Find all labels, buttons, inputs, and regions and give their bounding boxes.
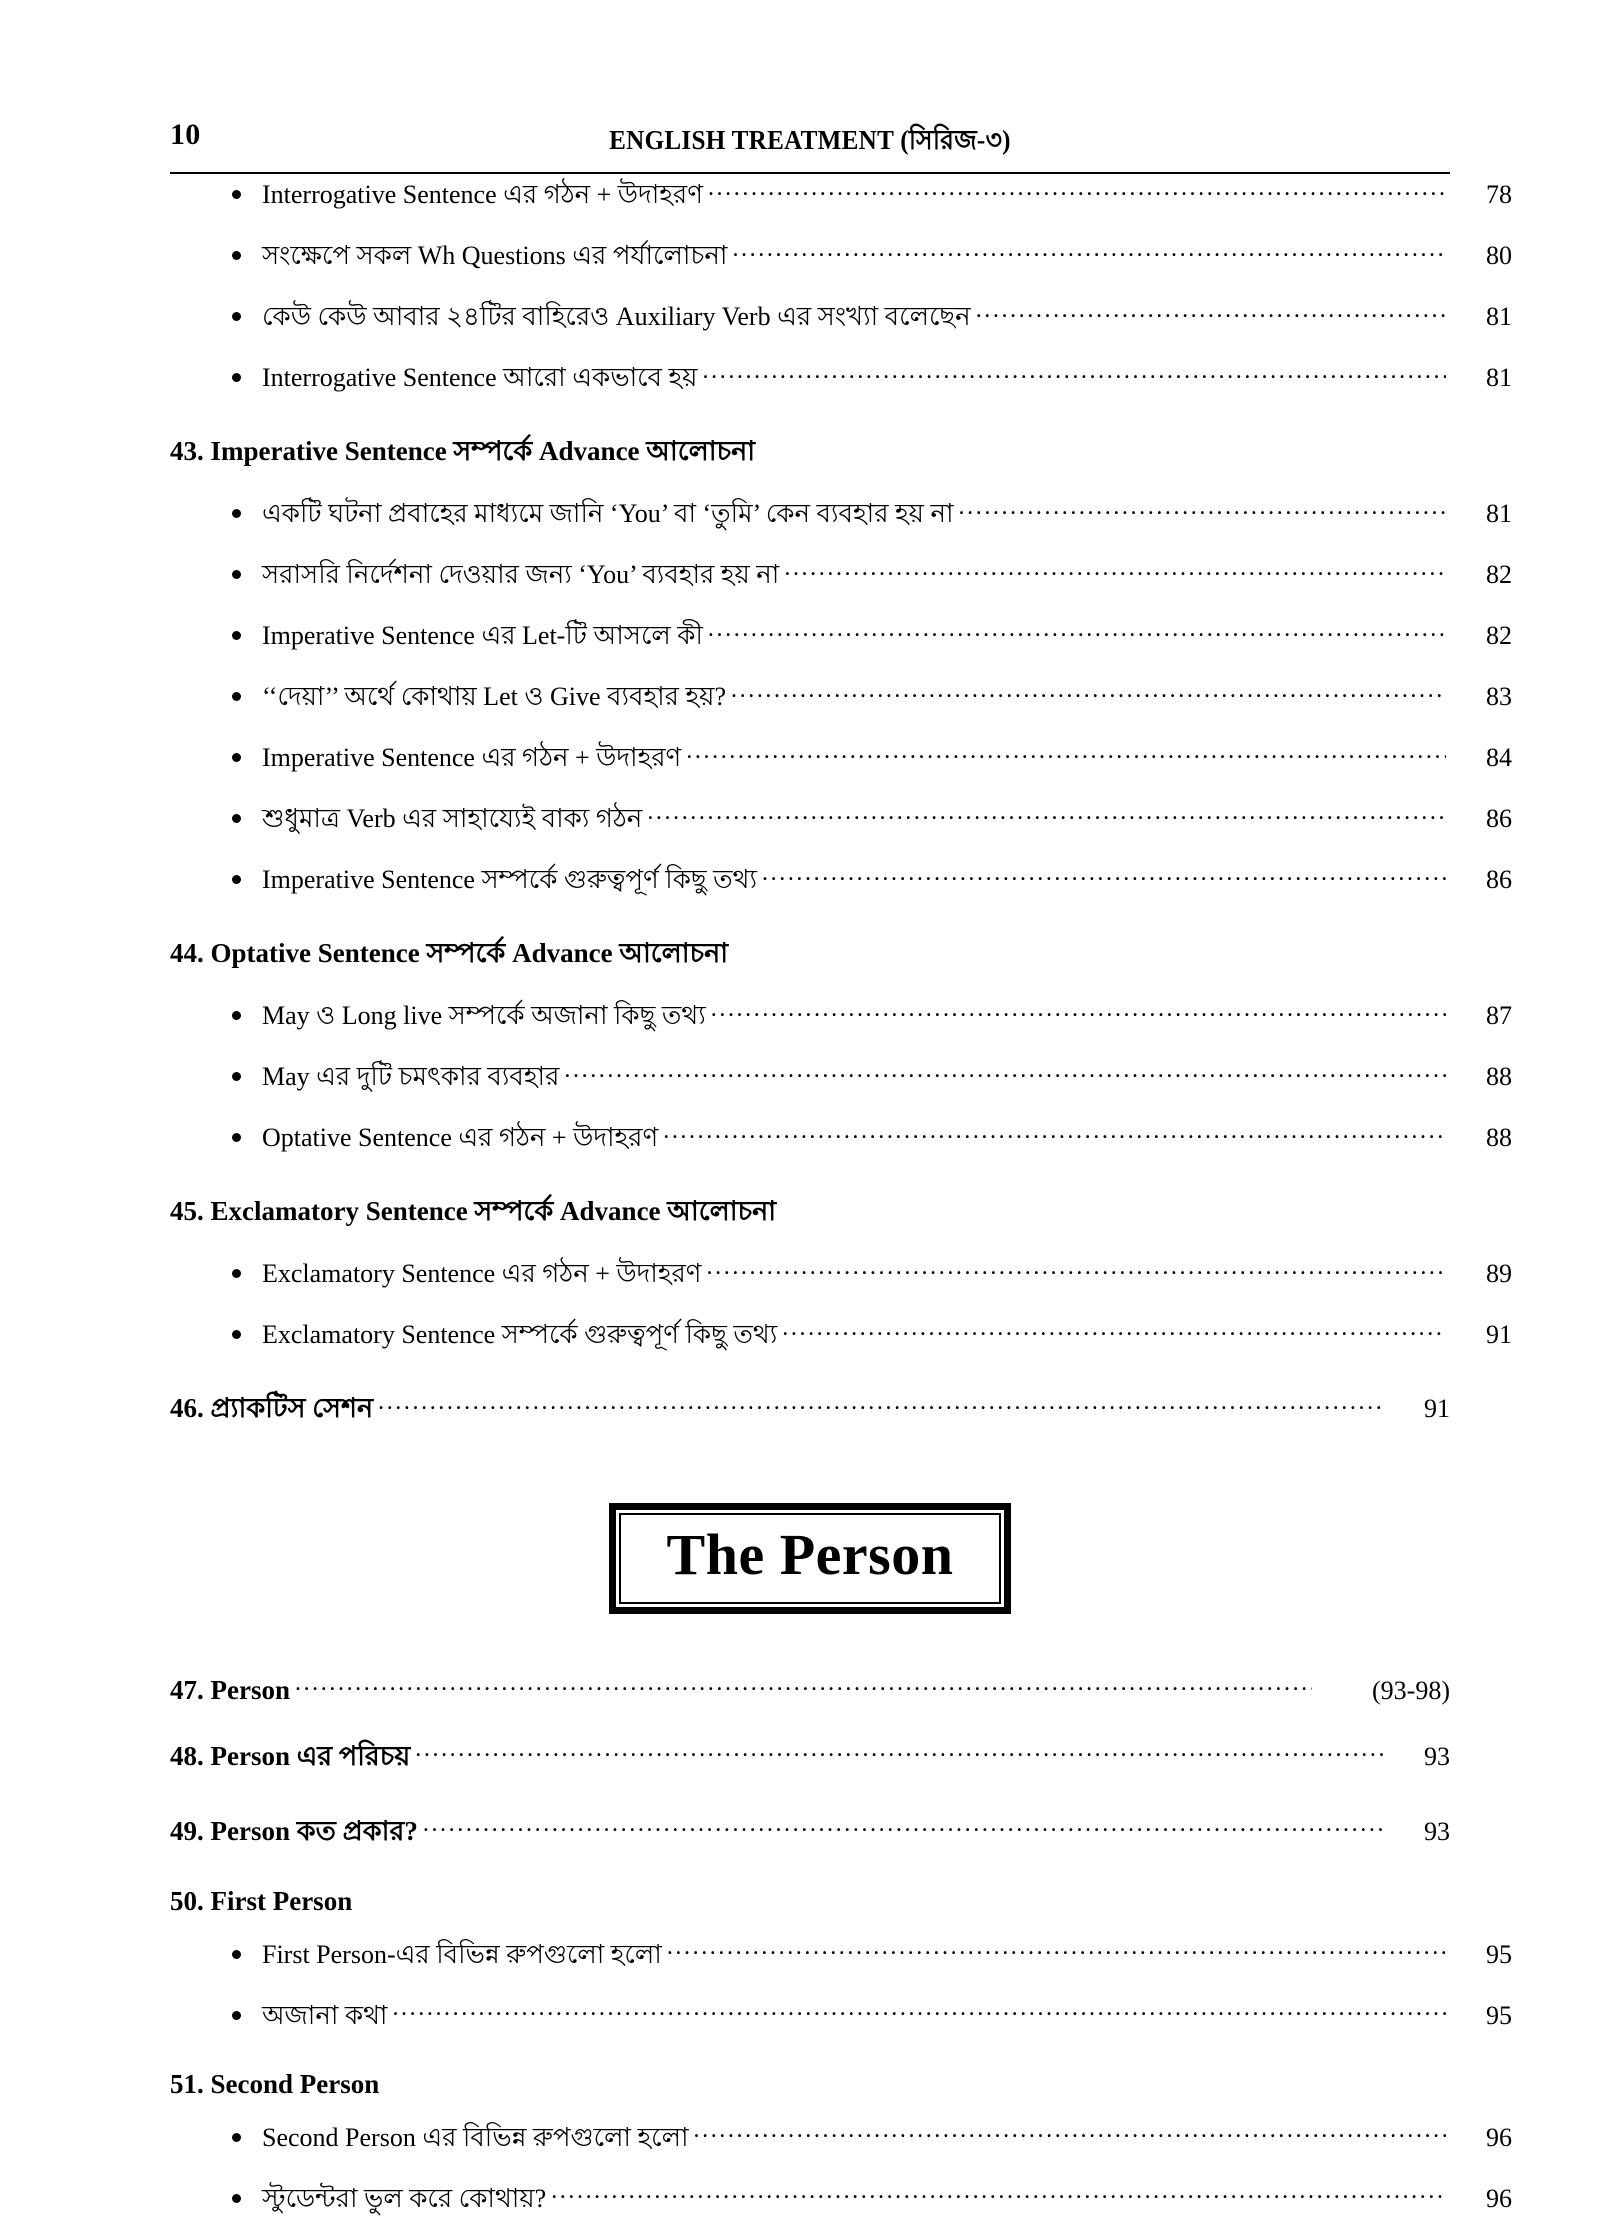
toc-bullet-entry[interactable] xyxy=(170,2178,1512,2222)
bullet-dot-icon xyxy=(232,2187,262,2207)
bullet-dot-icon xyxy=(232,868,262,888)
toc-bullet-entry[interactable] xyxy=(170,296,1512,340)
toc-section-entry[interactable] xyxy=(170,933,1450,978)
toc-bullet-entry[interactable] xyxy=(170,357,1512,401)
toc-bullet-entry[interactable] xyxy=(170,798,1512,842)
toc-entry-label: 50. First Person xyxy=(170,1885,353,1916)
toc-section-entry[interactable] xyxy=(170,1736,1450,1781)
toc-leader-dots xyxy=(423,1813,1384,1840)
toc-entry-page-number: 81 xyxy=(1486,499,1512,528)
running-head-title: ENGLISH TREATMENT (সিরিজ-৩) xyxy=(609,125,1011,155)
toc-entry-label: 44. Optative Sentence সম্পর্কে Advance আলোচনা xyxy=(170,938,729,968)
toc-leader-dots xyxy=(647,801,1446,827)
toc-entry-page-number: (93-98) xyxy=(1372,1675,1450,1705)
toc-entry-label: Exclamatory Sentence সম্পর্কে গুরুত্বপূর্ণ কিছু তথ্য xyxy=(262,1320,778,1349)
toc-section-entry[interactable] xyxy=(170,1886,1450,1917)
toc-entry-page-number: 91 xyxy=(1486,1320,1512,1349)
toc-entry-page-number: 91 xyxy=(1424,1394,1450,1423)
toc-entry-label: May ও Long live সম্পর্কে অজানা কিছু তথ্য xyxy=(262,1001,706,1030)
toc-leader-dots xyxy=(551,2181,1446,2207)
toc-entry-label: Imperative Sentence এর গঠন + উদাহরণ xyxy=(262,743,682,772)
toc-bullet-entry[interactable] xyxy=(170,554,1512,598)
toc-entry-page-number: 81 xyxy=(1486,363,1512,392)
toc-entry-page-number: 96 xyxy=(1486,2122,1512,2152)
page-number-folio: 10 xyxy=(170,118,201,151)
toc-entry-label: Exclamatory Sentence এর গঠন + উদাহরণ xyxy=(262,1259,702,1288)
toc-entry-page-number: 83 xyxy=(1486,682,1512,711)
toc-entry-label: সরাসরি নির্দেশনা দেওয়ার জন্য ‘You’ ব্যবহার হয় না xyxy=(262,560,780,589)
toc-entry-page-number: 88 xyxy=(1486,1123,1512,1152)
toc-entry-label: Second Person এর বিভিন্ন রুপগুলো হলো xyxy=(262,2122,689,2152)
toc-list-upper xyxy=(170,174,1512,1433)
toc-bullet-entry[interactable] xyxy=(170,1995,1512,2039)
toc-entry-label: May এর দুটি চমৎকার ব্যবহার xyxy=(262,1062,560,1091)
toc-entry-page-number: 87 xyxy=(1486,1001,1512,1030)
toc-list-lower xyxy=(170,1672,1512,2222)
toc-bullet-entry[interactable] xyxy=(170,235,1512,279)
toc-section-entry[interactable] xyxy=(170,1811,1450,1856)
toc-leader-dots xyxy=(784,557,1446,583)
page-header xyxy=(170,120,1450,166)
toc-leader-dots xyxy=(762,862,1446,888)
toc-entry-label: একটি ঘটনা প্রবাহের মাধ্যমে জানি ‘You’ বা ‘তুমি’ কেন ব্যবহার হয় না xyxy=(262,499,954,528)
toc-entry-label: Imperative Sentence সম্পর্কে গুরুত্বপূর্ণ কিছু তথ্য xyxy=(262,865,758,894)
toc-entry-label: অজানা কথা xyxy=(262,2000,388,2030)
toc-entry-page-number: 95 xyxy=(1486,1939,1512,1969)
toc-entry-label: 47. Person xyxy=(170,1674,290,1705)
toc-bullet-entry[interactable] xyxy=(170,995,1512,1039)
toc-bullet-entry[interactable] xyxy=(170,1314,1512,1358)
toc-leader-dots xyxy=(686,740,1446,766)
bullet-dot-icon xyxy=(232,2126,262,2146)
toc-leader-dots xyxy=(707,1256,1446,1282)
chapter-banner-outer-border xyxy=(609,1503,1012,1614)
toc-section-entry[interactable] xyxy=(170,1388,1450,1433)
toc-leader-dots xyxy=(667,1937,1446,1963)
toc-bullet-entry[interactable] xyxy=(170,1934,1512,1978)
toc-entry-page-number: 81 xyxy=(1486,302,1512,331)
toc-leader-dots xyxy=(694,2120,1447,2146)
toc-bullet-entry[interactable] xyxy=(170,174,1512,218)
toc-entry-label: ‘‘দেয়া’’ অর্থে কোথায় Let ও Give ব্যবহার হয়? xyxy=(262,682,727,711)
bullet-dot-icon xyxy=(232,1126,262,1146)
toc-leader-dots xyxy=(732,238,1446,264)
toc-leader-dots xyxy=(731,679,1446,705)
bullet-dot-icon xyxy=(232,1323,262,1343)
toc-entry-label: 49. Person কত প্রকার? xyxy=(170,1815,418,1846)
toc-entry-label: First Person-এর বিভিন্ন রুপগুলো হলো xyxy=(262,1939,662,1969)
toc-leader-dots xyxy=(295,1672,1312,1699)
toc-entry-page-number: 89 xyxy=(1486,1259,1512,1288)
bullet-dot-icon xyxy=(232,2004,262,2024)
toc-leader-dots xyxy=(976,299,1446,325)
bullet-dot-icon xyxy=(232,685,262,705)
toc-section-entry[interactable] xyxy=(170,2069,1450,2100)
toc-bullet-entry[interactable] xyxy=(170,2117,1512,2161)
toc-bullet-entry[interactable] xyxy=(170,676,1512,720)
bullet-dot-icon xyxy=(232,305,262,325)
toc-leader-dots xyxy=(782,1317,1446,1343)
toc-entry-label: কেউ কেউ আবার ২৪টির বাহিরেও Auxiliary Verb এর সংখ্যা বলেছেন xyxy=(262,302,971,331)
toc-entry-label: 45. Exclamatory Sentence সম্পর্কে Advance আলোচনা xyxy=(170,1196,777,1226)
bullet-dot-icon xyxy=(232,1943,262,1963)
toc-leader-dots xyxy=(703,360,1446,386)
toc-leader-dots xyxy=(392,1998,1446,2024)
bullet-dot-icon xyxy=(232,1262,262,1282)
toc-entry-label: স্টুডেন্টরা ভুল করে কোথায়? xyxy=(262,2183,547,2213)
bullet-dot-icon xyxy=(232,746,262,766)
toc-entry-label: Interrogative Sentence আরো একভাবে হয় xyxy=(262,363,698,392)
toc-entry-page-number: 86 xyxy=(1486,804,1512,833)
toc-entry-label: 46. প্র্যাকটিস সেশন xyxy=(170,1393,374,1423)
toc-entry-page-number: 93 xyxy=(1424,1741,1450,1771)
toc-bullet-entry[interactable] xyxy=(170,1253,1512,1297)
toc-bullet-entry[interactable] xyxy=(170,615,1512,659)
bullet-dot-icon xyxy=(232,807,262,827)
toc-entry-page-number: 82 xyxy=(1486,560,1512,589)
bullet-dot-icon xyxy=(232,244,262,264)
toc-entry-label: সংক্ষেপে সকল Wh Questions এর পর্যালোচনা xyxy=(262,241,728,270)
bullet-dot-icon xyxy=(232,624,262,644)
chapter-banner-title: The Person xyxy=(666,1522,954,1587)
toc-entry-label: 43. Imperative Sentence সম্পর্কে Advance আলোচনা xyxy=(170,436,756,466)
toc-entry-page-number: 84 xyxy=(1486,743,1512,772)
toc-section-entry[interactable] xyxy=(170,431,1450,476)
toc-bullet-entry[interactable] xyxy=(170,1056,1512,1100)
toc-bullet-entry[interactable] xyxy=(170,737,1512,781)
bullet-dot-icon xyxy=(232,502,262,522)
toc-entry-page-number: 88 xyxy=(1486,1062,1512,1091)
toc-entry-page-number: 78 xyxy=(1486,180,1512,209)
toc-entry-page-number: 82 xyxy=(1486,621,1512,650)
toc-entry-label: 48. Person এর পরিচয় xyxy=(170,1740,411,1771)
toc-bullet-entry[interactable] xyxy=(170,859,1512,903)
chapter-banner xyxy=(170,1503,1450,1614)
toc-bullet-entry[interactable] xyxy=(170,493,1512,537)
toc-entry-page-number: 86 xyxy=(1486,865,1512,894)
bullet-dot-icon xyxy=(232,183,262,203)
toc-section-entry[interactable] xyxy=(170,1672,1450,1706)
bullet-dot-icon xyxy=(232,1065,262,1085)
toc-leader-dots xyxy=(711,998,1446,1024)
bullet-dot-icon xyxy=(232,1004,262,1024)
toc-leader-dots xyxy=(415,1738,1384,1765)
toc-leader-dots xyxy=(378,1390,1384,1417)
toc-entry-label: Imperative Sentence এর Let-টি আসলে কী xyxy=(262,621,703,650)
bullet-dot-icon xyxy=(232,563,262,583)
toc-entry-label: Interrogative Sentence এর গঠন + উদাহরণ xyxy=(262,180,703,209)
toc-entry-label: শুধুমাত্র Verb এর সাহায্যেই বাক্য গঠন xyxy=(262,804,643,833)
toc-leader-dots xyxy=(959,496,1446,522)
toc-entry-page-number: 80 xyxy=(1486,241,1512,270)
toc-entry-page-number: 93 xyxy=(1424,1816,1450,1846)
toc-leader-dots xyxy=(708,177,1446,203)
toc-leader-dots xyxy=(663,1120,1446,1146)
toc-leader-dots xyxy=(708,618,1446,644)
toc-leader-dots xyxy=(564,1059,1446,1085)
toc-entry-label: 51. Second Person xyxy=(170,2068,380,2099)
toc-entry-page-number: 95 xyxy=(1486,2000,1512,2030)
toc-bullet-entry[interactable] xyxy=(170,1117,1512,1161)
toc-entry-label: Optative Sentence এর গঠন + উদাহরণ xyxy=(262,1123,659,1152)
toc-section-entry[interactable] xyxy=(170,1191,1450,1236)
bullet-dot-icon xyxy=(232,366,262,386)
toc-entry-page-number: 96 xyxy=(1486,2183,1512,2213)
chapter-banner-inner-border xyxy=(619,1513,1002,1604)
